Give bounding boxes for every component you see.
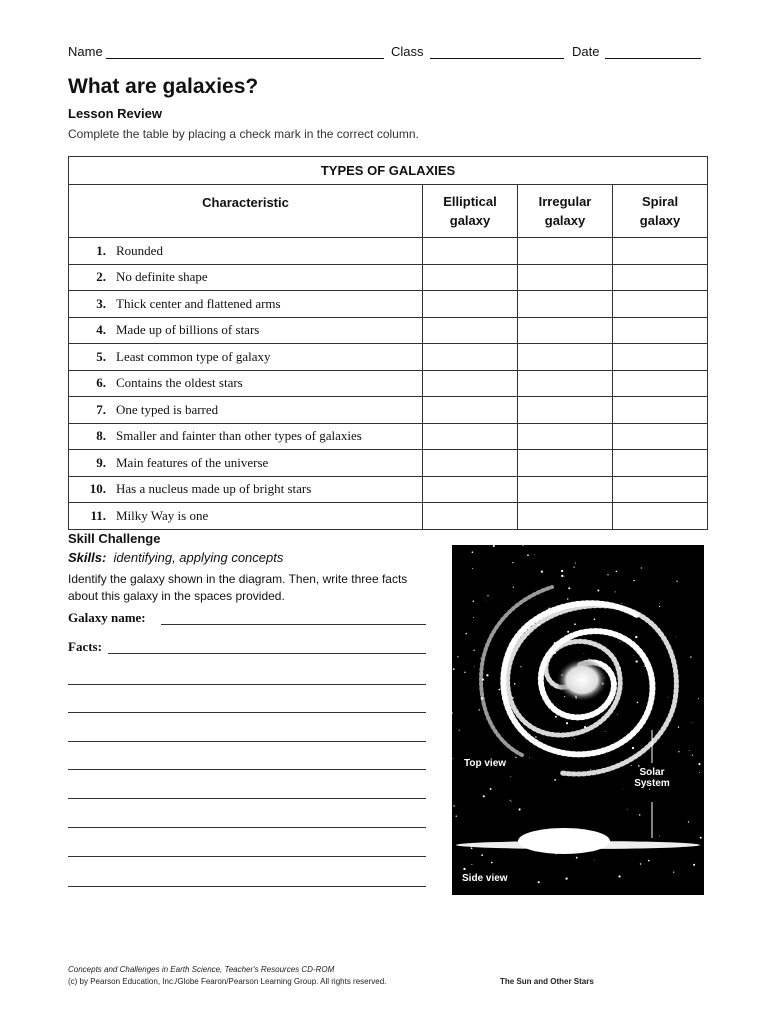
characteristic-cell [69, 450, 423, 477]
checkbox-cell-irregular[interactable] [518, 344, 613, 371]
table-row [69, 450, 708, 477]
star [493, 545, 495, 547]
star [567, 598, 568, 599]
star [659, 603, 660, 604]
star [465, 633, 467, 635]
facts-line[interactable] [68, 683, 426, 685]
star [479, 709, 480, 710]
column-header-elliptical: Elliptical galaxy [423, 185, 518, 238]
column-header-characteristic: Characteristic [69, 185, 423, 238]
name-field[interactable] [106, 44, 384, 59]
characteristic-cell [69, 264, 423, 291]
star [483, 795, 485, 797]
skills-line [68, 550, 283, 565]
star [541, 571, 543, 573]
star [567, 631, 569, 633]
star [456, 816, 457, 817]
galaxy-illustration [452, 545, 704, 895]
checkbox-cell-spiral[interactable] [613, 450, 708, 477]
star [491, 862, 493, 864]
checkbox-cell-irregular[interactable] [518, 503, 613, 530]
characteristic-cell [69, 317, 423, 344]
characteristic-text: Thick center and flattened arms [116, 295, 281, 311]
column-header-spiral: Spiral galaxy [613, 185, 708, 238]
table-instructions: Complete the table by placing a check mark in the correct column. [68, 127, 419, 141]
star [574, 623, 576, 625]
galaxy-types-table [68, 156, 708, 530]
table-row [69, 317, 708, 344]
star [639, 814, 641, 816]
section-subtitle: Lesson Review [68, 106, 162, 121]
star [673, 871, 674, 872]
characteristic-text: Least common type of galaxy [116, 348, 271, 364]
star [522, 545, 523, 546]
row-number: 5. [96, 348, 106, 364]
characteristic-cell [69, 423, 423, 450]
footer-copyright: (c) by Pearson Education, Inc./Globe Fearon/Pearson Learning Group. All rights reserved. [68, 977, 387, 986]
star [452, 712, 453, 713]
row-number: 6. [96, 375, 106, 391]
star [463, 868, 465, 870]
star [659, 606, 660, 607]
date-field[interactable] [605, 44, 701, 59]
star [621, 603, 622, 604]
facts-line[interactable] [108, 652, 426, 654]
star [510, 800, 511, 801]
facts-line[interactable] [68, 855, 426, 857]
facts-line[interactable] [68, 740, 426, 742]
characteristic-cell [69, 476, 423, 503]
footer-source: Concepts and Challenges in Earth Science, Teacher's Resources CD-ROM [68, 965, 335, 974]
date-label: Date [572, 44, 600, 59]
star [459, 730, 460, 731]
facts-label: Facts: [68, 639, 102, 654]
skills-label: Skills: [68, 550, 107, 565]
star [514, 683, 516, 685]
star [590, 769, 591, 770]
table-row [69, 397, 708, 424]
star [631, 765, 632, 766]
star [515, 757, 516, 758]
skills-text: identifying, applying concepts [113, 550, 284, 565]
star [520, 666, 521, 667]
star [636, 660, 638, 662]
footer-unit: The Sun and Other Stars [500, 977, 594, 986]
star [490, 788, 492, 790]
star [474, 666, 475, 667]
star [527, 554, 529, 556]
star [519, 808, 521, 810]
row-number: 4. [96, 322, 106, 338]
star [566, 878, 568, 880]
table-row [69, 503, 708, 530]
star [481, 854, 483, 856]
star [561, 575, 563, 577]
characteristic-cell [69, 370, 423, 397]
star [535, 736, 537, 738]
star [688, 821, 689, 822]
row-number: 8. [96, 428, 106, 444]
top-view-label: Top view [464, 758, 507, 769]
characteristic-cell [69, 238, 423, 265]
table-row [69, 370, 708, 397]
star [622, 789, 623, 790]
checkbox-cell-elliptical[interactable] [423, 423, 518, 450]
star [473, 601, 474, 602]
name-label: Name [68, 44, 103, 59]
star [597, 590, 599, 592]
checkbox-cell-irregular[interactable] [518, 476, 613, 503]
checkbox-cell-elliptical[interactable] [423, 476, 518, 503]
checkbox-cell-spiral[interactable] [613, 317, 708, 344]
skill-instructions: Identify the galaxy shown in the diagram. Then, write three facts about this galaxy in the spaces provided. [68, 572, 408, 603]
star [564, 576, 565, 577]
characteristic-text: No definite shape [116, 269, 208, 285]
star [529, 757, 530, 758]
star [573, 566, 574, 567]
row-number: 2. [96, 269, 106, 285]
star [457, 656, 458, 657]
checkbox-cell-elliptical[interactable] [423, 317, 518, 344]
star [678, 727, 679, 728]
star [700, 837, 702, 839]
characteristic-text: Made up of billions of stars [116, 322, 260, 338]
row-number: 3. [96, 295, 106, 311]
star [633, 580, 634, 581]
characteristic-text: Has a nucleus made up of bright stars [116, 481, 312, 497]
star [499, 689, 501, 691]
table-row [69, 291, 708, 318]
galaxy-name-label: Galaxy name: [68, 610, 146, 625]
star [554, 779, 556, 781]
star [472, 568, 473, 569]
star [471, 864, 472, 865]
characteristic-cell [69, 503, 423, 530]
facts-line[interactable] [68, 768, 426, 770]
star [659, 835, 660, 836]
characteristic-cell [69, 344, 423, 371]
star [676, 636, 677, 637]
star [486, 674, 488, 676]
star [594, 860, 595, 861]
row-number: 7. [96, 401, 106, 417]
star [605, 731, 606, 732]
table-row [69, 476, 708, 503]
checkbox-cell-elliptical[interactable] [423, 344, 518, 371]
star [692, 722, 693, 723]
star [632, 747, 634, 749]
checkbox-cell-irregular[interactable] [518, 317, 613, 344]
row-number: 10. [89, 481, 106, 497]
star [678, 751, 679, 752]
galactic-core [556, 658, 608, 702]
checkbox-cell-spiral[interactable] [613, 397, 708, 424]
checkbox-cell-irregular[interactable] [518, 450, 613, 477]
checkbox-cell-spiral[interactable] [613, 264, 708, 291]
facts-line[interactable] [68, 797, 426, 799]
star [620, 641, 621, 642]
characteristic-text: Milky Way is one [116, 507, 209, 523]
star [561, 570, 563, 572]
side-view-label: Side view [462, 873, 508, 884]
characteristic-cell [69, 291, 423, 318]
star [472, 551, 474, 553]
star [453, 758, 454, 759]
star [510, 776, 511, 777]
facts-line[interactable] [68, 885, 426, 887]
side-view-bulge [518, 828, 610, 854]
table-row [69, 423, 708, 450]
star [486, 602, 487, 603]
star [471, 847, 473, 849]
star [473, 617, 474, 618]
star [576, 857, 578, 859]
checkbox-cell-irregular[interactable] [518, 291, 613, 318]
characteristic-text: One typed is barred [116, 401, 219, 417]
star [453, 668, 455, 670]
star [690, 656, 691, 657]
star [689, 750, 690, 751]
characteristic-cell [69, 397, 423, 424]
checkbox-cell-elliptical[interactable] [423, 238, 518, 265]
checkbox-cell-elliptical[interactable] [423, 291, 518, 318]
checkbox-cell-elliptical[interactable] [423, 370, 518, 397]
galaxy-name-field[interactable] [161, 623, 426, 625]
checkbox-cell-spiral[interactable] [613, 291, 708, 318]
star [568, 587, 570, 589]
class-field[interactable] [430, 44, 564, 59]
characteristic-text: Main features of the universe [116, 454, 269, 470]
facts-line[interactable] [68, 826, 426, 828]
star [594, 618, 596, 620]
star [534, 554, 535, 555]
checkbox-cell-irregular[interactable] [518, 397, 613, 424]
star [464, 672, 465, 673]
checkbox-cell-spiral[interactable] [613, 423, 708, 450]
star [574, 738, 575, 739]
star [635, 636, 637, 638]
checkbox-cell-spiral[interactable] [613, 503, 708, 530]
page-title: What are galaxies? [68, 75, 259, 98]
milky-way-diagram [452, 545, 704, 895]
row-number: 11. [90, 507, 106, 523]
star [619, 875, 621, 877]
star [633, 655, 634, 656]
facts-line[interactable] [68, 711, 426, 713]
star [513, 587, 514, 588]
star [668, 697, 669, 698]
checkbox-cell-spiral[interactable] [613, 238, 708, 265]
star [692, 755, 693, 756]
star [693, 864, 695, 866]
table-row [69, 264, 708, 291]
star [480, 658, 481, 659]
table-title: TYPES OF GALAXIES [69, 157, 708, 185]
star [555, 716, 557, 718]
class-label: Class [391, 44, 424, 59]
star [698, 698, 699, 699]
star [607, 574, 608, 575]
star [566, 722, 568, 724]
student-info-header [68, 44, 701, 64]
row-number: 9. [96, 454, 106, 470]
skill-challenge-title: Skill Challenge [68, 531, 161, 546]
checkbox-cell-irregular[interactable] [518, 238, 613, 265]
star [584, 653, 585, 654]
star [512, 562, 513, 563]
column-header-irregular: Irregular galaxy [518, 185, 613, 238]
row-number: 1. [96, 242, 106, 258]
star [511, 801, 512, 802]
star [637, 702, 639, 704]
checkbox-cell-elliptical[interactable] [423, 450, 518, 477]
star [676, 581, 677, 582]
star [473, 650, 474, 651]
star [487, 595, 488, 596]
star [698, 763, 700, 765]
star [538, 881, 540, 883]
star [648, 860, 650, 862]
checkbox-cell-spiral[interactable] [613, 370, 708, 397]
star [640, 863, 641, 864]
checkbox-cell-irregular[interactable] [518, 264, 613, 291]
checkbox-cell-spiral[interactable] [613, 344, 708, 371]
checkbox-cell-elliptical[interactable] [423, 397, 518, 424]
table-row [69, 238, 708, 265]
star [617, 714, 618, 715]
table-row [69, 344, 708, 371]
star [575, 562, 576, 563]
checkbox-cell-spiral[interactable] [613, 476, 708, 503]
characteristic-text: Contains the oldest stars [116, 375, 243, 391]
star [616, 571, 618, 573]
star [453, 805, 454, 806]
checkbox-cell-irregular[interactable] [518, 423, 613, 450]
characteristic-text: Rounded [116, 242, 163, 258]
checkbox-cell-irregular[interactable] [518, 370, 613, 397]
checkbox-cell-elliptical[interactable] [423, 503, 518, 530]
star [627, 809, 628, 810]
solar-system-label: Solar System [634, 767, 670, 789]
checkbox-cell-elliptical[interactable] [423, 264, 518, 291]
characteristic-text: Smaller and fainter than other types of galaxies [116, 428, 362, 444]
star [699, 772, 700, 773]
star [641, 567, 642, 568]
star [615, 591, 616, 592]
